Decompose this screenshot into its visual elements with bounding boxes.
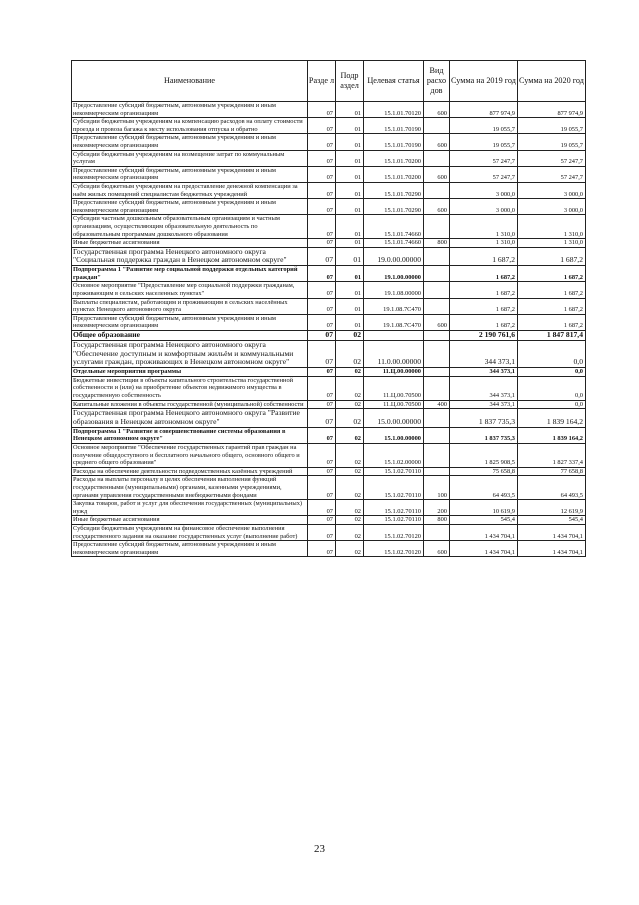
table-row	[72, 541, 586, 557]
table-row	[72, 400, 586, 409]
cell-sum-2020: 1 847 817,4	[518, 331, 586, 341]
cell-subsection: 02	[336, 443, 364, 467]
cell-subsection: 02	[336, 409, 364, 428]
cell-expense-type	[424, 376, 450, 400]
cell-subsection: 02	[336, 516, 364, 525]
cell-sum-2020: 19 055,7	[518, 118, 586, 134]
cell-section: 07	[308, 166, 336, 182]
cell-sum-2020: 0,0	[518, 376, 586, 400]
cell-name: Предоставление субсидий бюджетным, автономным учреждениям и иным некоммерческим организациям	[72, 134, 308, 150]
cell-sum-2020: 77 658,8	[518, 467, 586, 476]
budget-table	[71, 60, 586, 557]
cell-subsection: 01	[336, 182, 364, 198]
cell-target: 15.1.02.70110	[364, 476, 424, 500]
header-name: Наименование	[72, 61, 308, 102]
table-row	[72, 166, 586, 182]
cell-subsection: 02	[336, 368, 364, 377]
cell-sum-2019: 1 434 704,1	[450, 541, 518, 557]
cell-sum-2019: 1 687,2	[450, 247, 518, 266]
cell-section: 07	[308, 331, 336, 341]
cell-sum-2019: 57 247,7	[450, 166, 518, 182]
cell-expense-type: 600	[424, 102, 450, 118]
cell-name: Общее образование	[72, 331, 308, 341]
cell-sum-2019: 1 687,2	[450, 298, 518, 314]
cell-subsection: 02	[336, 427, 364, 443]
cell-sum-2020: 1 687,2	[518, 282, 586, 298]
cell-expense-type: 600	[424, 541, 450, 557]
cell-expense-type	[424, 118, 450, 134]
table-body	[72, 102, 586, 557]
header-target: Целевая статья	[364, 61, 424, 102]
cell-sum-2020: 12 619,9	[518, 500, 586, 516]
cell-name: Субсидии частным дошкольным образовательным организациям и частным организациям, осуществляющим образовательную деятельность по образовательным программам дошкольного образования	[72, 215, 308, 239]
cell-name: Капитальные вложения в объекты государственной (муниципальной) собственности	[72, 400, 308, 409]
table-row	[72, 524, 586, 540]
cell-expense-type: 800	[424, 516, 450, 525]
cell-expense-type	[424, 524, 450, 540]
cell-target: 15.0.00.00000	[364, 409, 424, 428]
cell-expense-type: 200	[424, 500, 450, 516]
cell-subsection: 01	[336, 102, 364, 118]
cell-target: 15.1.01.70200	[364, 150, 424, 166]
header-subsection: Подр аздел	[336, 61, 364, 102]
cell-expense-type: 800	[424, 239, 450, 248]
cell-sum-2020: 1 310,0	[518, 239, 586, 248]
cell-sum-2020: 0,0	[518, 340, 586, 367]
cell-section: 07	[308, 340, 336, 367]
cell-sum-2020: 1 434 704,1	[518, 541, 586, 557]
cell-target: 11.Ц.00.70500	[364, 400, 424, 409]
cell-target: 15.1.01.70290	[364, 182, 424, 198]
cell-sum-2020: 1 687,2	[518, 314, 586, 330]
header-section: Разде л	[308, 61, 336, 102]
cell-sum-2019: 1 687,2	[450, 282, 518, 298]
table-row	[72, 247, 586, 266]
cell-sum-2019: 344 373,1	[450, 400, 518, 409]
cell-name: Основное мероприятие "Обеспечение государственных гарантий прав граждан на получение общедоступного и бесплатного начального общего, основного общего и среднего общего образования"	[72, 443, 308, 467]
cell-sum-2019: 75 658,8	[450, 467, 518, 476]
cell-name: Государственная программа Ненецкого автономного округа "Развитие образования в Ненецком автономном округе"	[72, 409, 308, 428]
cell-section: 07	[308, 182, 336, 198]
cell-name: Подпрограмма 1 "Развитие и совершенствование системы образования в Ненецком автономном округе"	[72, 427, 308, 443]
page-number: 23	[314, 843, 325, 855]
cell-name: Расходы на выплаты персоналу в целях обеспечения выполнения функций государственными (муниципальными) органами, казенными учреждениями, органами управления государственными внебюджетными фондами	[72, 476, 308, 500]
cell-name: Расходы на обеспечение деятельности подведомственных казённых учреждений	[72, 467, 308, 476]
cell-section: 07	[308, 476, 336, 500]
header-expense-type: Вид расхо дов	[424, 61, 450, 102]
cell-expense-type: 400	[424, 400, 450, 409]
cell-target: 11.Ц.00.70500	[364, 376, 424, 400]
table-row	[72, 215, 586, 239]
cell-sum-2019: 10 619,9	[450, 500, 518, 516]
cell-sum-2020: 64 493,5	[518, 476, 586, 500]
cell-sum-2020: 1 687,2	[518, 247, 586, 266]
cell-expense-type	[424, 409, 450, 428]
cell-subsection: 01	[336, 215, 364, 239]
cell-sum-2020: 877 974,9	[518, 102, 586, 118]
cell-section: 07	[308, 467, 336, 476]
cell-target: 15.1.01.70190	[364, 118, 424, 134]
cell-name: Государственная программа Ненецкого автономного округа "Обеспечение доступным и комфортным жильём и коммунальными услугами граждан, проживающих в Ненецком автономном округе"	[72, 340, 308, 367]
cell-target: 15.1.02.70110	[364, 516, 424, 525]
table-row	[72, 476, 586, 500]
cell-sum-2020: 1 827 337,4	[518, 443, 586, 467]
cell-section: 07	[308, 376, 336, 400]
cell-subsection: 02	[336, 467, 364, 476]
cell-target: 11.0.00.00000	[364, 340, 424, 367]
cell-name: Предоставление субсидий бюджетным, автономным учреждениям и иным некоммерческим организациям	[72, 166, 308, 182]
cell-target: 19.1.00.00000	[364, 266, 424, 282]
cell-sum-2019: 1 837 735,3	[450, 427, 518, 443]
cell-subsection: 01	[336, 247, 364, 266]
cell-sum-2019: 19 055,7	[450, 134, 518, 150]
cell-subsection: 02	[336, 500, 364, 516]
cell-subsection: 02	[336, 476, 364, 500]
cell-sum-2019: 19 055,7	[450, 118, 518, 134]
cell-name: Субсидии бюджетным учреждениям на компенсацию расходов на оплату стоимости проезда и провоза багажа к месту использования отпуска и обратно	[72, 118, 308, 134]
table-row	[72, 239, 586, 248]
header-row	[72, 61, 586, 102]
cell-subsection: 01	[336, 166, 364, 182]
cell-subsection: 01	[336, 118, 364, 134]
cell-sum-2019: 2 190 761,6	[450, 331, 518, 341]
cell-sum-2020: 1 687,2	[518, 266, 586, 282]
cell-name: Предоставление субсидий бюджетным, автономным учреждениям и иным некоммерческим организациям	[72, 314, 308, 330]
cell-sum-2020: 3 000,0	[518, 199, 586, 215]
table-row	[72, 134, 586, 150]
cell-target: 15.1.01.70120	[364, 102, 424, 118]
cell-target: 19.0.00.00000	[364, 247, 424, 266]
cell-name: Предоставление субсидий бюджетным, автономным учреждениям и иным некоммерческим организациям	[72, 102, 308, 118]
table-row	[72, 102, 586, 118]
table-row	[72, 298, 586, 314]
cell-section: 07	[308, 516, 336, 525]
cell-section: 07	[308, 409, 336, 428]
cell-target: 15.1.01.74660	[364, 215, 424, 239]
cell-sum-2020: 57 247,7	[518, 166, 586, 182]
cell-name: Предоставление субсидий бюджетным, автономным учреждениям и иным некоммерческим организациям	[72, 541, 308, 557]
cell-name: Бюджетные инвестиции в объекты капитального строительства государственной собственности и (или) на приобретение объектов недвижимого имущества в государственную собственность	[72, 376, 308, 400]
cell-target: 15.1.00.00000	[364, 427, 424, 443]
cell-name: Субсидии бюджетным учреждениям на предоставление денежной компенсации за наём жилых помещений специалистам бюджетных учреждений	[72, 182, 308, 198]
cell-expense-type	[424, 467, 450, 476]
cell-expense-type: 600	[424, 166, 450, 182]
cell-expense-type: 600	[424, 199, 450, 215]
cell-subsection: 02	[336, 400, 364, 409]
table-row	[72, 340, 586, 367]
cell-expense-type	[424, 282, 450, 298]
cell-expense-type	[424, 340, 450, 367]
table-row	[72, 331, 586, 341]
cell-subsection: 01	[336, 298, 364, 314]
cell-section: 07	[308, 239, 336, 248]
cell-target: 19.1.08.00000	[364, 282, 424, 298]
cell-expense-type	[424, 443, 450, 467]
cell-subsection: 01	[336, 150, 364, 166]
cell-expense-type	[424, 266, 450, 282]
cell-subsection: 02	[336, 541, 364, 557]
cell-target: 19.1.08.7С470	[364, 314, 424, 330]
cell-subsection: 01	[336, 314, 364, 330]
cell-section: 07	[308, 541, 336, 557]
cell-name: Подпрограмма 1 "Развитие мер социальной поддержки отдельных категорий граждан"	[72, 266, 308, 282]
cell-sum-2019: 57 247,7	[450, 150, 518, 166]
cell-section: 07	[308, 102, 336, 118]
table-row	[72, 182, 586, 198]
cell-section: 07	[308, 247, 336, 266]
cell-subsection: 02	[336, 524, 364, 540]
cell-sum-2020: 1 687,2	[518, 298, 586, 314]
cell-section: 07	[308, 443, 336, 467]
cell-section: 07	[308, 314, 336, 330]
cell-sum-2020: 0,0	[518, 400, 586, 409]
cell-sum-2019: 3 000,0	[450, 182, 518, 198]
cell-expense-type	[424, 368, 450, 377]
cell-target: 15.1.02.00000	[364, 443, 424, 467]
cell-section: 07	[308, 118, 336, 134]
cell-name: Государственная программа Ненецкого автономного округа "Социальная поддержка граждан в Ненецком автономном округе"	[72, 247, 308, 266]
cell-expense-type	[424, 182, 450, 198]
cell-sum-2019: 3 000,0	[450, 199, 518, 215]
cell-sum-2019: 1 310,0	[450, 215, 518, 239]
cell-target	[364, 331, 424, 341]
cell-section: 07	[308, 427, 336, 443]
table-row	[72, 314, 586, 330]
cell-target: 15.1.02.70110	[364, 500, 424, 516]
table-row	[72, 516, 586, 525]
cell-subsection: 01	[336, 282, 364, 298]
cell-expense-type	[424, 427, 450, 443]
cell-target: 15.1.01.70190	[364, 134, 424, 150]
cell-name: Иные бюджетные ассигнования	[72, 239, 308, 248]
cell-section: 07	[308, 134, 336, 150]
cell-expense-type: 100	[424, 476, 450, 500]
cell-subsection: 01	[336, 239, 364, 248]
cell-sum-2020: 1 434 704,1	[518, 524, 586, 540]
cell-sum-2020: 545,4	[518, 516, 586, 525]
table-row	[72, 500, 586, 516]
cell-name: Иные бюджетные ассигнования	[72, 516, 308, 525]
table-row	[72, 467, 586, 476]
table-row	[72, 199, 586, 215]
cell-name: Выплаты специалистам, работающим и проживающим в сельских населённых пунктах Ненецкого автономного округа	[72, 298, 308, 314]
table-row	[72, 368, 586, 377]
cell-name: Закупка товаров, работ и услуг для обеспечения государственных (муниципальных) нужд	[72, 500, 308, 516]
cell-sum-2020: 19 055,7	[518, 134, 586, 150]
cell-sum-2020: 0,0	[518, 368, 586, 377]
header-sum-2020: Сумма на 2020 год	[518, 61, 586, 102]
cell-expense-type	[424, 298, 450, 314]
cell-section: 07	[308, 199, 336, 215]
cell-sum-2020: 1 839 164,2	[518, 409, 586, 428]
cell-target: 15.1.02.70110	[364, 467, 424, 476]
cell-sum-2020: 1 839 164,2	[518, 427, 586, 443]
table-row	[72, 150, 586, 166]
table-row	[72, 376, 586, 400]
cell-target: 19.1.08.7С470	[364, 298, 424, 314]
cell-expense-type	[424, 215, 450, 239]
cell-sum-2019: 344 373,1	[450, 368, 518, 377]
cell-sum-2019: 1 837 735,3	[450, 409, 518, 428]
table-row	[72, 409, 586, 428]
cell-subsection: 01	[336, 199, 364, 215]
cell-target: 15.1.02.70120	[364, 524, 424, 540]
cell-sum-2019: 344 373,1	[450, 376, 518, 400]
cell-sum-2020: 3 000,0	[518, 182, 586, 198]
cell-section: 07	[308, 282, 336, 298]
cell-expense-type	[424, 247, 450, 266]
cell-expense-type: 600	[424, 134, 450, 150]
cell-target: 15.1.01.70290	[364, 199, 424, 215]
cell-sum-2019: 545,4	[450, 516, 518, 525]
cell-name: Отдельные мероприятия программы	[72, 368, 308, 377]
cell-target: 11.Ц.00.00000	[364, 368, 424, 377]
cell-target: 15.1.01.70200	[364, 166, 424, 182]
table-row	[72, 266, 586, 282]
table-row	[72, 118, 586, 134]
cell-section: 07	[308, 524, 336, 540]
cell-name: Субсидии бюджетным учреждениям на возмещение затрат по коммунальным услугам	[72, 150, 308, 166]
cell-section: 07	[308, 266, 336, 282]
cell-subsection: 02	[336, 340, 364, 367]
cell-section: 07	[308, 368, 336, 377]
cell-sum-2019: 64 493,5	[450, 476, 518, 500]
cell-sum-2019: 1 310,0	[450, 239, 518, 248]
cell-target: 15.1.01.74660	[364, 239, 424, 248]
cell-sum-2019: 1 687,2	[450, 266, 518, 282]
cell-expense-type	[424, 331, 450, 341]
cell-sum-2020: 57 247,7	[518, 150, 586, 166]
cell-section: 07	[308, 298, 336, 314]
cell-expense-type: 600	[424, 314, 450, 330]
cell-name: Предоставление субсидий бюджетным, автономным учреждениям и иным некоммерческим организациям	[72, 199, 308, 215]
cell-target: 15.1.02.70120	[364, 541, 424, 557]
cell-subsection: 02	[336, 376, 364, 400]
cell-subsection: 02	[336, 331, 364, 341]
header-sum-2019: Сумма на 2019 год	[450, 61, 518, 102]
cell-section: 07	[308, 215, 336, 239]
cell-sum-2019: 1 825 908,5	[450, 443, 518, 467]
cell-section: 07	[308, 500, 336, 516]
table-row	[72, 282, 586, 298]
cell-expense-type	[424, 150, 450, 166]
cell-sum-2019: 877 974,9	[450, 102, 518, 118]
table-row	[72, 427, 586, 443]
cell-name: Субсидии бюджетным учреждениям на финансовое обеспечение выполнения государственного задания на оказание государственных услуг (выполнение работ)	[72, 524, 308, 540]
table-row	[72, 443, 586, 467]
cell-sum-2019: 1 687,2	[450, 314, 518, 330]
cell-section: 07	[308, 150, 336, 166]
cell-sum-2019: 1 434 704,1	[450, 524, 518, 540]
cell-section: 07	[308, 400, 336, 409]
cell-subsection: 01	[336, 134, 364, 150]
cell-name: Основное мероприятие "Предоставление мер социальной поддержки гражданам, проживающим в сельских населенных пунктах"	[72, 282, 308, 298]
cell-subsection: 01	[336, 266, 364, 282]
cell-sum-2019: 344 373,1	[450, 340, 518, 367]
cell-sum-2020: 1 310,0	[518, 215, 586, 239]
